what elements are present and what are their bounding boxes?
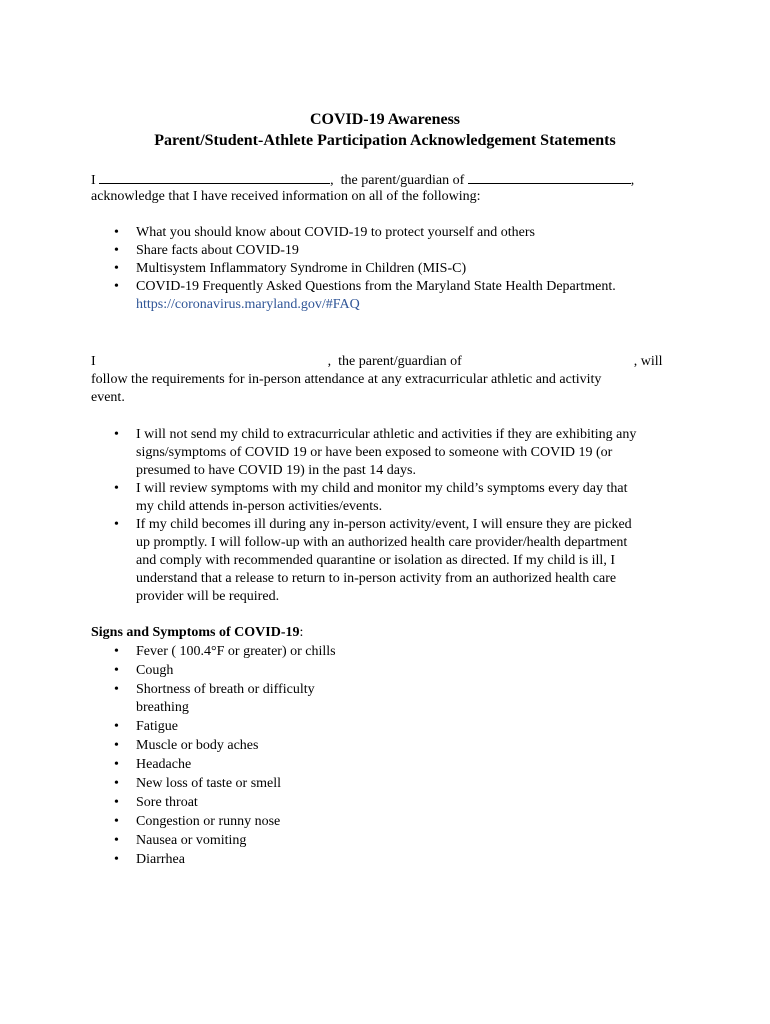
bullet-icon: • [114,682,119,697]
ack2-line3: event. [91,390,125,405]
faq-link[interactable]: https://coronavirus.maryland.gov/#FAQ [136,297,360,312]
bullet-icon: • [114,481,119,496]
list-item: • Sore throat [114,795,198,810]
list-item: • Fever ( 100.4°F or greater) or chills [114,644,336,659]
ack2-line1 [91,353,663,371]
list-item: • I will review symptoms with my child and monitor my child’s symptoms every day that my child attends in-person activities/events. [114,481,628,514]
bullet-icon: • [114,776,119,791]
bullet-icon: • [114,663,119,678]
bullet-icon: • [114,279,119,294]
list-item: • Congestion or runny nose [114,814,281,829]
bullet-icon: • [114,225,119,240]
list-item: • If my child becomes ill during any in-person activity/event, I will ensure they are picked up promptly. I will follow-up with an authorized health care provider/health department and comply with recommended quarantine or isolation as directed. If my child is ill, I understand that a release to return to in-person activity from an authorized health care provider will be required. [114,517,632,604]
ack2-middle: , the parent/guardian of [327,354,462,369]
list-item: • Muscle or body aches [114,738,259,753]
bullet-icon: • [114,814,119,829]
ack1-middle: , the parent/guardian of [330,173,465,188]
bullet-icon: • [114,517,119,532]
bullet-icon: • [114,719,119,734]
bullet-icon: • [114,243,119,258]
ack1-line1 [91,170,634,190]
list-item: • COVID-19 Frequently Asked Questions from the Maryland State Health Department. https://coronavirus.maryland.gov/#FAQ [114,279,616,312]
symptoms-heading: Signs and Symptoms of COVID-19: [91,625,304,640]
list-item: • Fatigue [114,719,178,734]
list-item: • Shortness of breath or difficulty breathing [114,682,315,715]
requirements-list [91,426,636,606]
page-title: COVID-19 Awareness [309,111,461,128]
ack1-prefix: I [91,173,96,188]
bullet-icon: • [114,795,119,810]
bullet-icon: • [114,427,119,442]
page-subtitle: Parent/Student-Athlete Participation Acknowledgement Statements [154,132,616,149]
list-item: • I will not send my child to extracurricular athletic and activities if they are exhibiting any signs/symptoms of COVID 19 or have been exposed to someone with COVID 19 (or presumed to have COVID 19) in the past 14 days. [114,427,637,478]
list-item: • Cough [114,663,174,678]
list-item: • New loss of taste or smell [114,776,282,791]
list-item: • Nausea or vomiting [114,833,247,848]
info-list [91,224,616,314]
parent-name-blank-1[interactable] [99,170,330,184]
bullet-icon: • [114,644,119,659]
ack2-prefix: I [91,354,96,369]
list-item: • Multisystem Inflammatory Syndrome in Children (MIS-C) [114,261,467,276]
bullet-icon: • [114,738,119,753]
bullet-icon: • [114,757,119,772]
ack2-suffix: , will [633,354,663,369]
symptoms-list [91,643,336,870]
bullet-icon: • [114,833,119,848]
list-item: • Headache [114,757,192,772]
ack2-line2: follow the requirements for in-person attendance at any extracurricular athletic and activity [91,372,602,387]
list-item: • What you should know about COVID-19 to protect yourself and others [114,225,535,240]
ack1-line2: acknowledge that I have received information on all of the following: [91,189,481,204]
list-item: • Diarrhea [114,852,185,867]
ack1-suffix: , [630,173,635,188]
bullet-icon: • [114,852,119,867]
bullet-icon: • [114,261,119,276]
child-name-blank-1[interactable] [468,170,631,184]
list-item: • Share facts about COVID-19 [114,243,299,258]
